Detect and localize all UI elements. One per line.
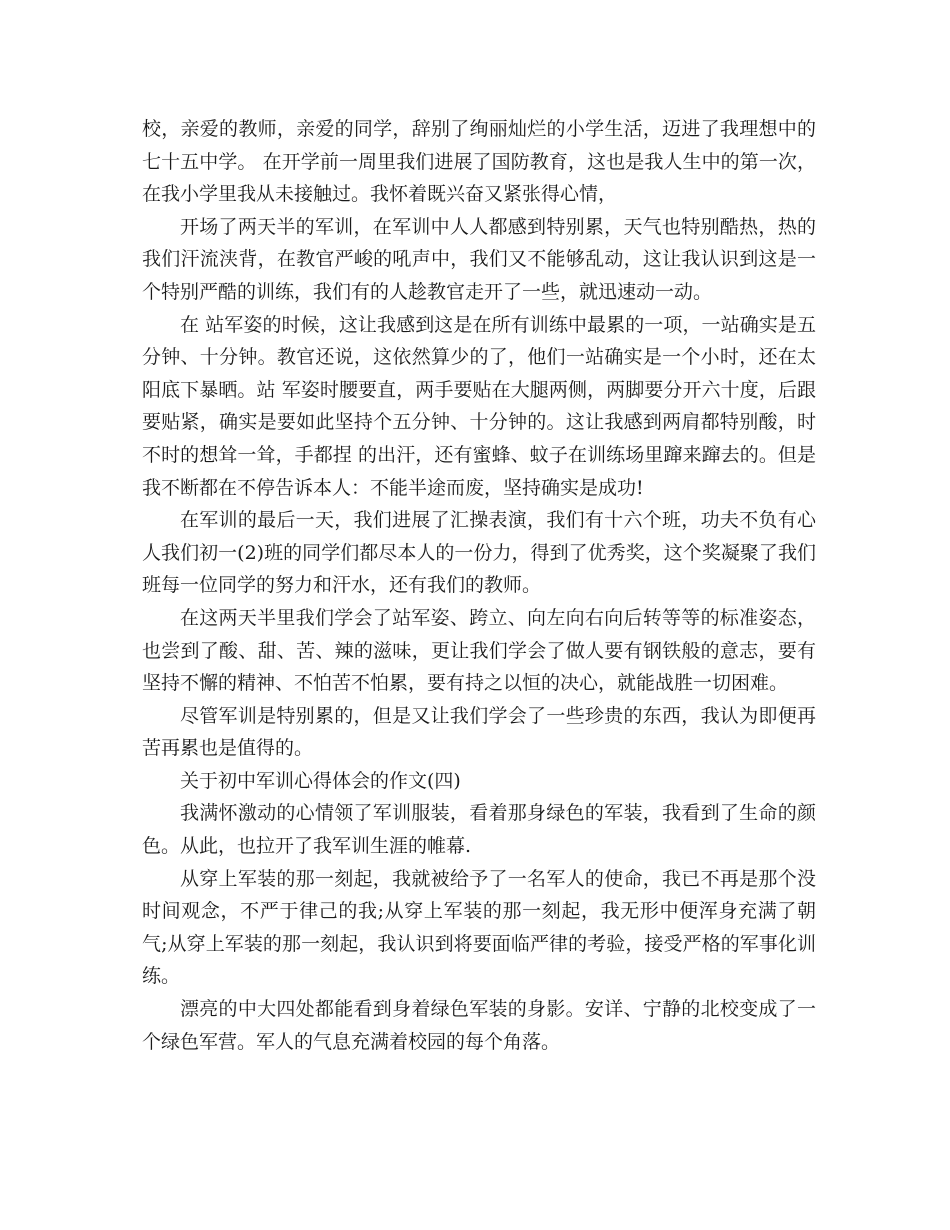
paragraph-green-camp: 漂亮的中大四处都能看到身着绿色军装的身影。安详、宁静的北校变成了一个绿色军营。军人的气息充满着校园的每个角落。	[142, 998, 816, 1053]
paragraph-military-training-start: 开场了两天半的军训，在军训中人人都感到特别累，天气也特别酷热，热的我们汗流浃背，在教官严峻的吼声中，我们又不能够乱动，这让我认识到这是一个特别严酷的训练，我们有的人趁教官走开了一些，就迅速动一动。	[142, 215, 816, 303]
paragraph-final-day-performance: 在军训的最后一天，我们进展了汇操表演，我们有十六个班，功夫不负有心人我们初一(2)班的同学们都尽本人的一份力，得到了优秀奖，这个奖凝聚了我们班每一位同学的努力和汗水，还有我们的教师。	[142, 509, 816, 597]
paragraph-continued-opening: 校，亲爱的教师，亲爱的同学，辞别了绚丽灿烂的小学生活，迈进了我理想中的七十五中学。 在开学前一周里我们进展了国防教育，这也是我人生中的第一次，在我小学里我从未接触过。我怀着既兴奋又紧张得心情，	[142, 118, 816, 206]
paragraph-standing-posture: 在 站军姿的时候，这让我感到这是在所有训练中最累的一项，一站确实是五分钟、十分钟。教官还说，这依然算少的了，他们一站确实是一个小时，还在太阳底下暴晒。站 军姿时腰要直，两手要贴在大腿两侧，两脚要分开六十度，后跟要贴紧，确实是要如此坚持个五分钟、十分钟的。这让我感到两肩都特别酸，时不时的想耸一耸，手都捏 的出汗，还有蜜蜂、蚊子在训练场里蹿来蹿去的。但是我不断都在不停告诉本人：不能半途而废，坚持确实是成功!	[142, 313, 816, 499]
paragraph-lessons-learned: 在这两天半里我们学会了站军姿、跨立、向左向右向后转等等的标准姿态，也尝到了酸、甜、苦、辣的滋味，更让我们学会了做人要有钢铁般的意志，要有坚持不懈的精神、不怕苦不怕累，要有持之以恒的决心，就能战胜一切困难。	[142, 606, 816, 695]
section-heading-essay-four: 关于初中军训心得体会的作文(四)	[180, 769, 461, 792]
paragraph-worth-it: 尽管军训是特别累的，但是又让我们学会了一些珍贵的东西，我认为即便再苦再累也是值得的。	[142, 704, 816, 760]
paragraph-uniform: 我满怀激动的心情领了军训服装，看着那身绿色的军装，我看到了生命的颜色。从此，也拉开了我军训生涯的帷幕.	[142, 802, 816, 858]
paragraph-mission: 从穿上军装的那一刻起，我就被给予了一名军人的使命，我已不再是那个没时间观念，不严于律己的我;从穿上军装的那一刻起，我无形中便浑身充满了朝气;从穿上军装的那一刻起，我认识到将要面临严律的考验，接受严格的军事化训练。	[142, 867, 816, 988]
document-body	[142, 113, 816, 1058]
